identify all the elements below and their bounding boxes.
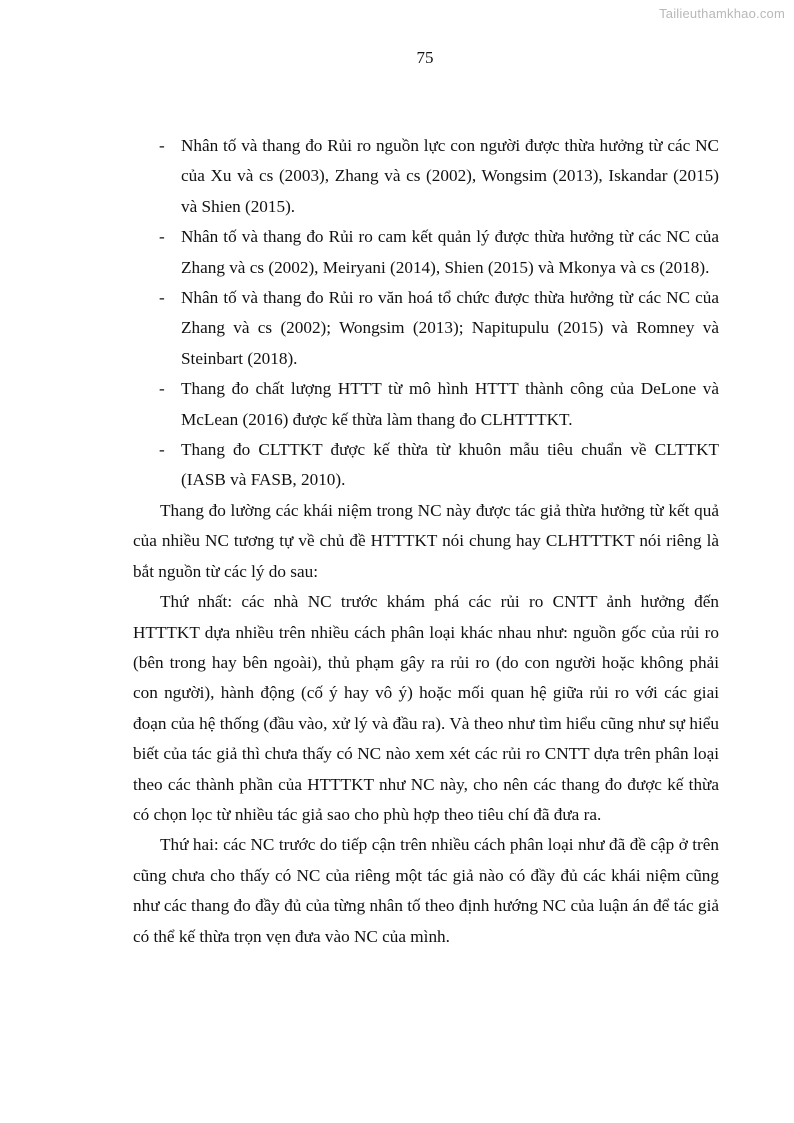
bullet-text: Nhân tố và thang đo Rủi ro nguồn lực con người được thừa hưởng từ các NC của Xu và cs (2003), Zhang và cs (2002), Wongsim (2013), Iskandar (2015) và Shien (2015). xyxy=(181,136,719,216)
bullet-text: Nhân tố và thang đo Rủi ro văn hoá tổ chức được thừa hưởng từ các NC của Zhang và cs (2002); Wongsim (2013); Napitupulu (2015) và Romney và Steinbart (2018). xyxy=(181,288,719,368)
page-number: 75 xyxy=(416,48,434,67)
bullet-item xyxy=(133,131,719,222)
bullet-item xyxy=(133,435,719,496)
bullet-text: Thang đo chất lượng HTTT từ mô hình HTTT thành công của DeLone và McLean (2016) được kế thừa làm thang đo CLHTTTKT. xyxy=(181,379,719,429)
bullet-item xyxy=(133,222,719,283)
document-body xyxy=(133,131,719,952)
bullet-marker: - xyxy=(159,379,165,399)
bullet-marker: - xyxy=(159,440,165,460)
paragraph-second-reason: Thứ hai: các NC trước do tiếp cận trên nhiều cách phân loại như đã đề cập ở trên cũng chưa cho thấy có NC của riêng một tác giả nào có đầy đủ các khái niệm cũng như các thang đo đầy đủ của từng nhân tố theo định hướng NC của luận án để tác giả có thể kế thừa trọn vẹn đưa vào NC của mình. xyxy=(133,835,719,946)
bullet-item xyxy=(133,374,719,435)
bullet-text: Nhân tố và thang đo Rủi ro cam kết quản lý được thừa hưởng từ các NC của Zhang và cs (2002), Meiryani (2014), Shien (2015) và Mkonya và cs (2018). xyxy=(181,227,719,277)
bullet-text: Thang đo CLTTKT được kế thừa từ khuôn mẫu tiêu chuẩn về CLTTKT (IASB và FASB, 2010). xyxy=(181,440,719,490)
paragraph-first-reason: Thứ nhất: các nhà NC trước khám phá các rủi ro CNTT ảnh hưởng đến HTTTKT dựa nhiều trên nhiều cách phân loại khác nhau như: nguồn gốc của rủi ro (bên trong hay bên ngoài), thủ phạm gây ra rủi ro (do con người hoặc không phải con người), hành động (cố ý hay vô ý) hoặc mối quan hệ giữa rủi ro với các giai đoạn của hệ thống (đầu vào, xử lý và đầu ra). Và theo như tìm hiểu cũng như sự hiểu biết của tác giả thì chưa thấy có NC nào xem xét các rủi ro CNTT dựa trên phân loại theo các thành phần của HTTTKT như NC này, cho nên các thang đo được kế thừa có chọn lọc từ nhiều tác giả sao cho phù hợp theo tiêu chí đã đưa ra. xyxy=(133,592,719,824)
paragraph-intro: Thang đo lường các khái niệm trong NC này được tác giả thừa hưởng từ kết quả của nhiều NC tương tự về chủ đề HTTTKT nói chung hay CLHTTTKT nói riêng là bắt nguồn từ các lý do sau: xyxy=(133,500,719,581)
bullet-marker: - xyxy=(159,136,165,155)
watermark: Tailieuthamkhao.com xyxy=(659,6,785,21)
bullet-marker: - xyxy=(159,288,165,308)
bullet-marker: - xyxy=(159,227,165,247)
bullet-item xyxy=(133,283,719,374)
